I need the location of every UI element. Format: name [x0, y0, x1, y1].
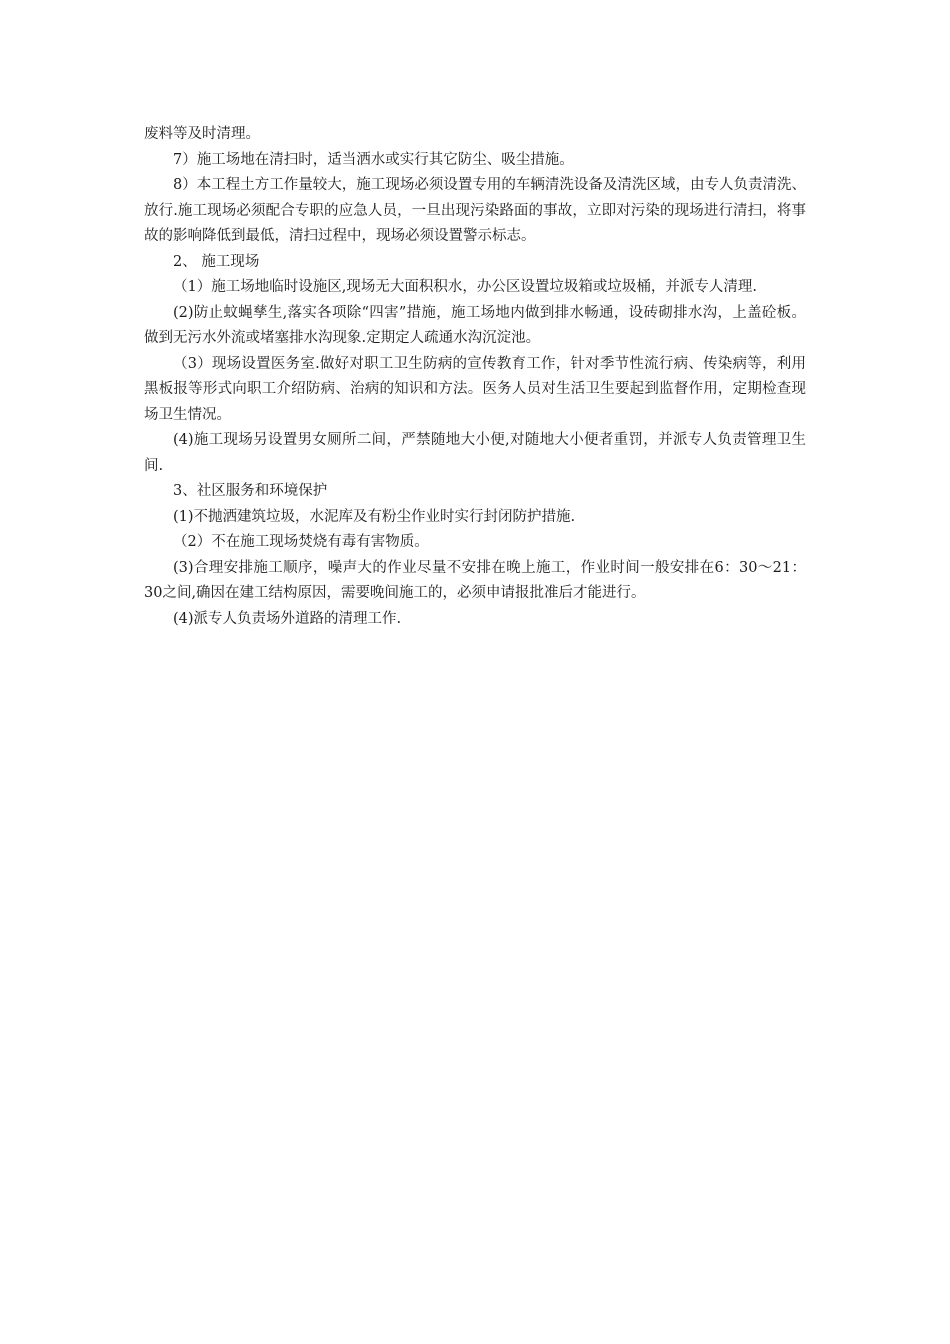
paragraph-site-4: (4)施工现场另设置男女厕所二间，严禁随地大小便,对随地大小便者重罚，并派专人负责管理卫生间. — [144, 432, 806, 474]
paragraph-site-1: （1）施工场地临时设施区,现场无大面积积水，办公区设置垃圾箱或垃圾桶，并派专人清理. — [173, 279, 757, 295]
paragraph-community-2: （2）不在施工现场焚烧有毒有害物质。 — [173, 534, 429, 550]
paragraph-continuation: 废料等及时清理。 — [144, 126, 260, 142]
section-heading-community-service: 3、社区服务和环境保护 — [173, 483, 328, 499]
paragraph-item-7: 7）施工场地在清扫时，适当洒水或实行其它防尘、吸尘措施。 — [173, 151, 574, 168]
document-body — [144, 122, 806, 632]
paragraph-community-4: (4)派专人负责场外道路的清理工作. — [173, 610, 402, 627]
paragraph-site-3: （3）现场设置医务室.做好对职工卫生防病的宣传教育工作，针对季节性流行病、传染病等，利用黑板报等形式向职工介绍防病、治病的知识和方法。医务人员对生活卫生要起到监督作用，定期检查现场卫生情况。 — [144, 355, 806, 423]
section-heading-construction-site: 2、 施工现场 — [173, 253, 260, 270]
paragraph-site-2: (2)防止蚊蝇孳生,落实各项除“四害”措施，施工场地内做到排水畅通，设砖砌排水沟，上盖砼板。做到无污水外流或堵塞排水沟现象.定期定人疏通水沟沉淀池。 — [144, 304, 806, 346]
paragraph-community-3: (3)合理安排施工顺序，噪声大的作业尽量不安排在晚上施工，作业时间一般安排在6：30～21：30之间,确因在建工结构原因，需要晚间施工的，必须申请报批准后才能进行。 — [144, 559, 806, 601]
paragraph-community-1: (1)不抛洒建筑垃圾，水泥库及有粉尘作业时实行封闭防护措施. — [173, 508, 576, 525]
paragraph-item-8: 8）本工程土方工作量较大，施工现场必须设置专用的车辆清洗设备及清洗区域，由专人负责清洗、放行.施工现场必须配合专职的应急人员，一旦出现污染路面的事故，立即对污染的现场进行清扫，将事故的影响降低到最低，清扫过程中，现场必须设置警示标志。 — [144, 177, 806, 244]
